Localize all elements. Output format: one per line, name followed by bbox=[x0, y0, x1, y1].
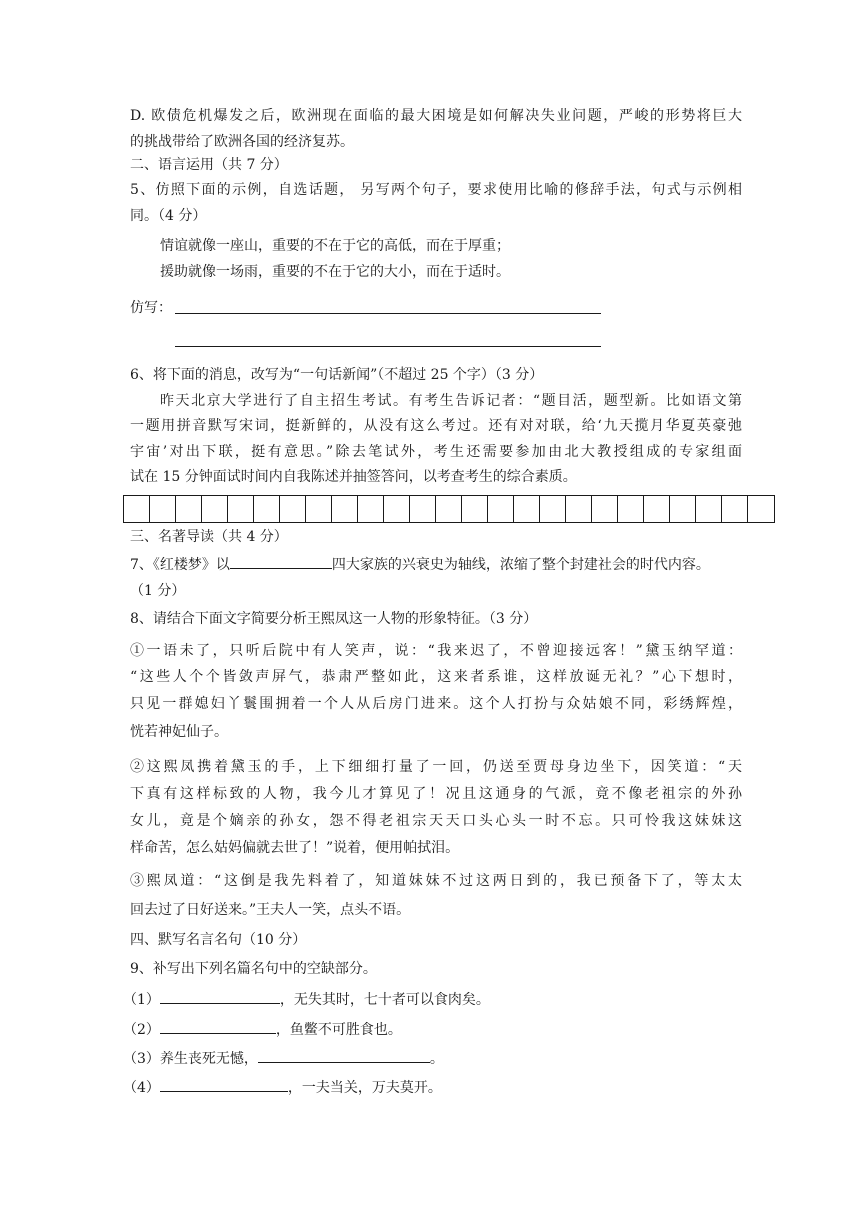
answer-cell[interactable] bbox=[696, 496, 722, 522]
q7-blank[interactable] bbox=[230, 554, 332, 569]
q9-item2-num: （2） bbox=[123, 1022, 160, 1038]
answer-cell[interactable] bbox=[384, 496, 410, 522]
answer-cell[interactable] bbox=[540, 496, 566, 522]
answer-cell[interactable] bbox=[592, 496, 618, 522]
q7-after: 四大家族的兴衰史为轴线，浓缩了整个封建社会的时代内容。 bbox=[331, 557, 710, 573]
q9-item3-blank[interactable] bbox=[258, 1048, 430, 1063]
answer-cell[interactable] bbox=[514, 496, 540, 522]
answer-cell[interactable] bbox=[150, 496, 176, 522]
q9-item4 bbox=[123, 1077, 735, 1098]
q8-para2-line2: 下真有这样标致的人物，我今儿才算见了！况且这通身的气派，竟不像老祖宗的外孙 bbox=[130, 786, 742, 802]
answer-cell[interactable] bbox=[722, 496, 748, 522]
section3-heading: 三、名著导读（共 4 分） bbox=[130, 529, 288, 545]
q4-option-d-line2: 的挑战带给了欧洲各国的经济复苏。 bbox=[130, 134, 354, 150]
q9-line1: 9、补写出下列名篇名句中的空缺部分。 bbox=[130, 961, 377, 977]
q6-answer-grid[interactable] bbox=[123, 495, 775, 523]
q6-para-line2: 一题用拼音默写宋词，挺新鲜的，从没有这么考过。还有对对联，给‘九天揽月华夏英豪弛 bbox=[130, 418, 742, 434]
answer-cell[interactable] bbox=[436, 496, 462, 522]
q5-answer-line-1[interactable] bbox=[175, 313, 601, 314]
q8-para1-line2: “这些人个个皆敛声屏气，恭肃严整如此，这来者系谁，这样放诞无礼？”心下想时， bbox=[130, 669, 742, 685]
q9-item2-text: ，鱼鳖不可胜食也。 bbox=[275, 1022, 402, 1038]
section4-heading: 四、默写名言名句（10 分） bbox=[130, 932, 307, 948]
q9-item4-text: ，一夫当关，万夫莫开。 bbox=[287, 1080, 442, 1096]
q7-line1 bbox=[130, 554, 742, 575]
q8-para2-line1: ②这熙凤携着黛玉的手，上下细细打量了一回，仍送至贾母身边坐下，因笑道：“天 bbox=[130, 759, 742, 775]
q9-item1-blank[interactable] bbox=[160, 989, 280, 1004]
q6-para-line1: 昨天北京大学进行了自主招生考试。有考生告诉记者：“题目活，题型新。比如语文第 bbox=[160, 393, 742, 409]
q8-para3-line1: ③熙凤道：“这倒是我先料着了，知道妹妹不过这两日到的，我已预备下了，等太太 bbox=[130, 873, 742, 889]
q8-para1-line4: 恍若神妃仙子。 bbox=[130, 724, 228, 740]
answer-cell[interactable] bbox=[228, 496, 254, 522]
q9-item1-text: ，无失其时，七十者可以食肉矣。 bbox=[279, 992, 490, 1008]
q8-para1-line1: ①一语未了，只听后院中有人笑声，说：“我来迟了，不曾迎接远客！”黛玉纳罕道： bbox=[130, 643, 742, 659]
q9-item4-num: （4） bbox=[123, 1080, 160, 1096]
q6-para-line4: 试在 15 分钟面试时间内自我陈述并抽签答问，以考查考生的综合素质。 bbox=[130, 469, 577, 485]
q8-line1: 8、请结合下面文字简要分析王熙凤这一人物的形象特征。（3 分） bbox=[130, 611, 538, 627]
answer-cell[interactable] bbox=[618, 496, 644, 522]
q7-score: （1 分） bbox=[130, 583, 186, 599]
answer-cell[interactable] bbox=[358, 496, 384, 522]
q8-para1-line3: 只见一群媳妇丫鬟围拥着一个人从后房门进来。这个人打扮与众姑娘不同，彩绣辉煌， bbox=[130, 696, 742, 712]
q8-para2-line4: 样命苦，怎么姑妈偏就去世了！”说着，便用帕拭泪。 bbox=[130, 840, 460, 856]
answer-cell[interactable] bbox=[410, 496, 436, 522]
q9-item3-num: （3） bbox=[123, 1051, 160, 1067]
q5-line2: 同。（4 分） bbox=[130, 208, 207, 224]
q9-item1-num: （1） bbox=[123, 992, 160, 1008]
answer-cell[interactable] bbox=[462, 496, 488, 522]
q6-line1: 6、将下面的消息，改写为“一句话新闻”（不超过 25 个字）（3 分） bbox=[130, 367, 544, 383]
answer-cell[interactable] bbox=[566, 496, 592, 522]
answer-cell[interactable] bbox=[306, 496, 332, 522]
answer-cell[interactable] bbox=[124, 496, 150, 522]
q9-item2 bbox=[123, 1019, 735, 1040]
q9-item4-blank[interactable] bbox=[160, 1077, 288, 1092]
answer-cell[interactable] bbox=[254, 496, 280, 522]
q5-answer-line-2[interactable] bbox=[175, 346, 601, 347]
answer-cell[interactable] bbox=[176, 496, 202, 522]
q5-example1: 情谊就像一座山，重要的不在于它的高低，而在于厚重； bbox=[160, 238, 510, 254]
answer-cell[interactable] bbox=[670, 496, 696, 522]
q6-para-line3: 宇宙’对出下联，挺有意思。”除去笔试外，考生还需要参加由北大教授组成的专家组面 bbox=[130, 444, 742, 460]
answer-cell[interactable] bbox=[748, 496, 774, 522]
q9-item2-blank[interactable] bbox=[160, 1019, 276, 1034]
q5-answer-label: 仿写： bbox=[130, 300, 172, 316]
section2-heading: 二、语言运用（共 7 分） bbox=[130, 157, 288, 173]
q8-para3-line2: 回去过了日好送来。”王夫人一笑，点头不语。 bbox=[130, 902, 411, 918]
q5-line1: 5、仿照下面的示例，自选话题， 另写两个句子，要求使用比喻的修辞手法，句式与示例相 bbox=[130, 182, 742, 198]
q8-para2-line3: 女儿，竟是个嫡亲的孙女，怨不得老祖宗天天口头心头一时不忘。只可怜我这妹妹这 bbox=[130, 813, 742, 829]
q9-item3-end: 。 bbox=[429, 1051, 444, 1067]
answer-cell[interactable] bbox=[644, 496, 670, 522]
q9-item3-text: 养生丧死无憾， bbox=[159, 1051, 258, 1067]
answer-cell[interactable] bbox=[332, 496, 358, 522]
answer-cell[interactable] bbox=[280, 496, 306, 522]
q9-item1 bbox=[123, 989, 735, 1010]
q5-example2: 援助就像一场雨，重要的不在于它的大小，而在于适时。 bbox=[160, 264, 510, 280]
q9-item3 bbox=[123, 1048, 735, 1069]
answer-cell[interactable] bbox=[202, 496, 228, 522]
answer-cell[interactable] bbox=[488, 496, 514, 522]
q4-option-d-line1: D. 欧债危机爆发之后，欧洲现在面临的最大困境是如何解决失业问题，严峻的形势将巨大 bbox=[130, 108, 742, 124]
q7-before: 7、《红楼梦》以 bbox=[130, 557, 230, 573]
